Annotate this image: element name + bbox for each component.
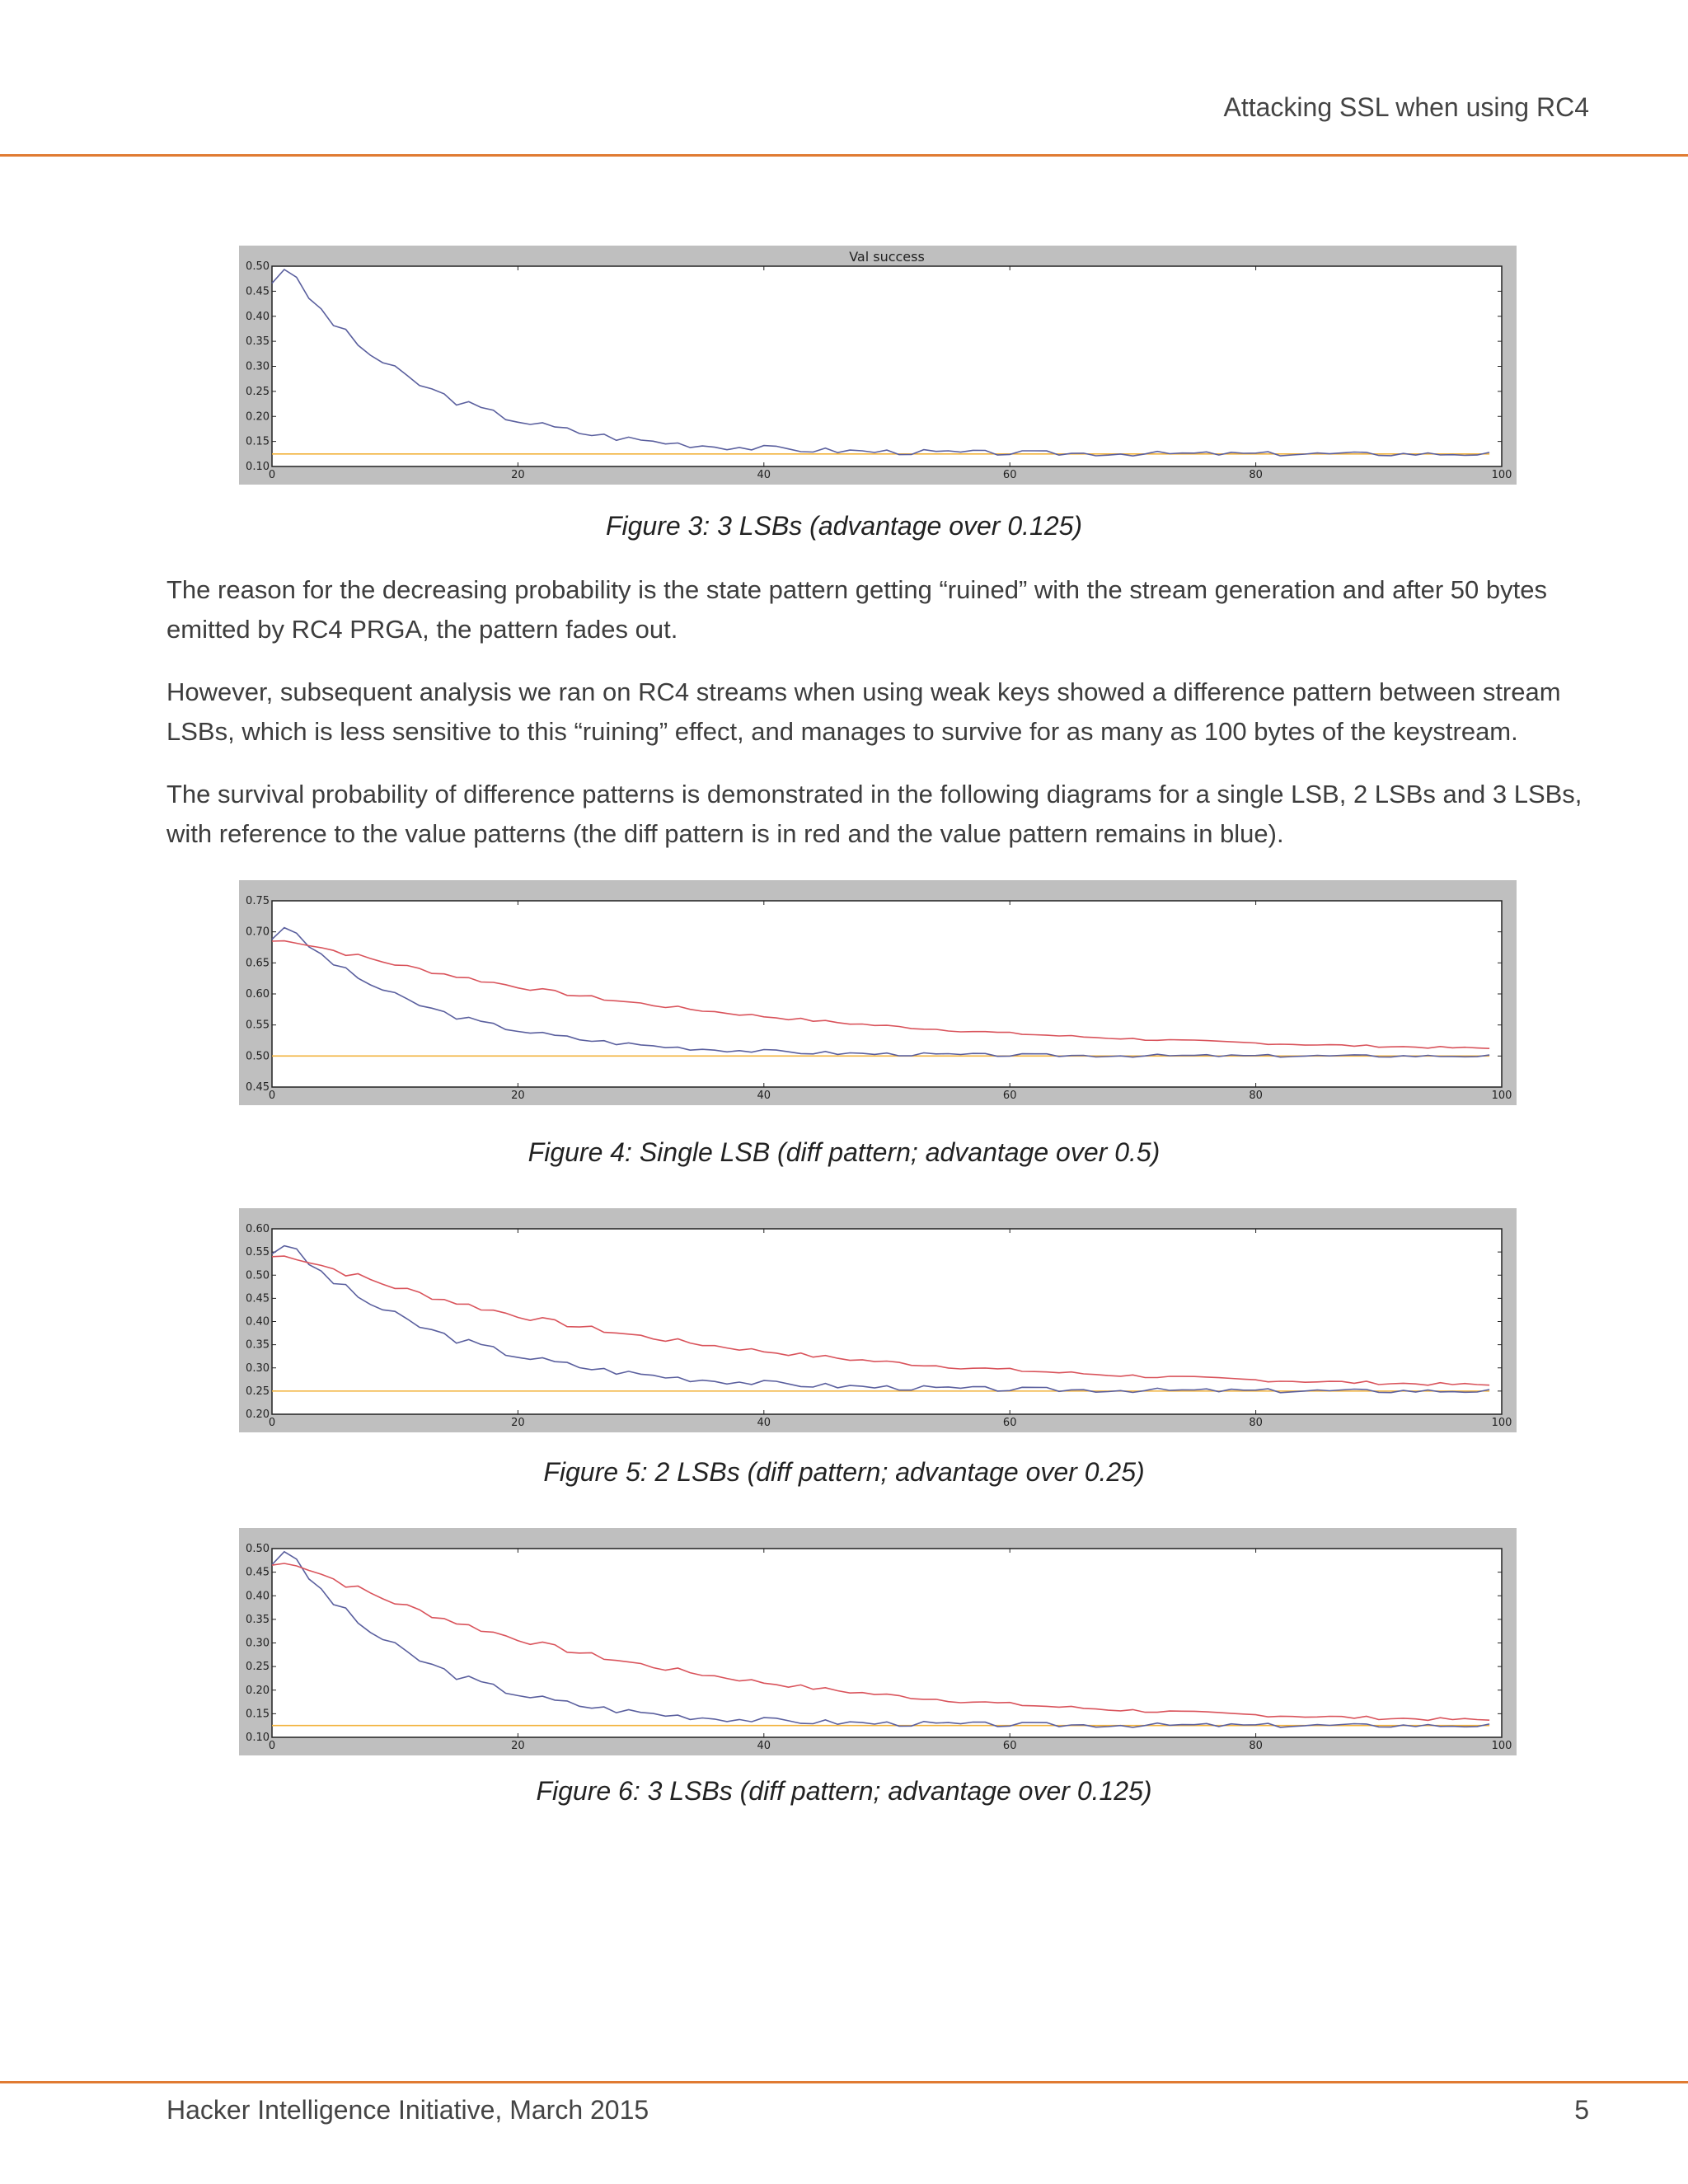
paragraph-2: However, subsequent analysis we ran on RC4 streams when using weak keys showed a difference pattern between stream LSBs, which is less sensitive to this “ruining” effect, and manages to survive for as many as 100 bytes of the keystream.	[166, 677, 1561, 746]
x-tick-label: 60	[1002, 1090, 1017, 1102]
y-tick-label: 0.55	[246, 1246, 270, 1259]
paragraph-1: The reason for the decreasing probability is the state pattern getting “ruined” with the stream generation and after 50 bytes emitted by RC4 PRGA, the pattern fades out.	[166, 575, 1547, 644]
x-tick-label: 60	[1002, 1417, 1017, 1429]
y-tick-label: 0.50	[246, 1050, 270, 1063]
x-tick-label: 80	[1249, 1090, 1263, 1102]
x-tick-label: 100	[1491, 1090, 1512, 1102]
x-tick-label: 60	[1002, 469, 1017, 481]
y-tick-label: 0.75	[246, 895, 270, 907]
figure-3-chart	[239, 246, 1517, 485]
page-footer	[0, 2081, 1688, 2083]
figure-5-caption: Figure 5: 2 LSBs (diff pattern; advantage over 0.25)	[543, 1457, 1145, 1487]
y-tick-label: 0.65	[246, 957, 270, 970]
y-tick-label: 0.50	[246, 1543, 270, 1555]
y-tick-label: 0.40	[246, 310, 270, 323]
footer-publication: Hacker Intelligence Initiative, March 2015	[166, 2095, 649, 2125]
x-tick-label: 100	[1491, 1417, 1512, 1429]
y-tick-label: 0.60	[246, 1223, 270, 1235]
y-tick-label: 0.20	[246, 1684, 270, 1697]
y-tick-label: 0.45	[246, 285, 270, 298]
y-tick-label: 0.50	[246, 1269, 270, 1282]
chart-title: Val success	[849, 249, 925, 265]
x-tick-label: 40	[757, 1740, 771, 1752]
y-tick-label: 0.45	[246, 1081, 270, 1094]
x-tick-label: 0	[268, 469, 276, 481]
x-tick-label: 40	[757, 1417, 771, 1429]
plot-area	[272, 901, 1502, 1087]
x-tick-label: 80	[1249, 469, 1263, 481]
x-tick-label: 0	[268, 1090, 276, 1102]
x-tick-label: 0	[268, 1740, 276, 1752]
y-tick-label: 0.60	[246, 988, 270, 1001]
figure-4-chart	[239, 880, 1517, 1105]
figure-4-caption: Figure 4: Single LSB (diff pattern; advantage over 0.5)	[528, 1137, 1160, 1167]
plot-area	[272, 266, 1502, 466]
x-tick-label: 20	[511, 1417, 525, 1429]
x-tick-label: 40	[757, 1090, 771, 1102]
y-tick-label: 0.25	[246, 385, 270, 398]
y-tick-label: 0.10	[246, 461, 270, 473]
y-tick-label: 0.30	[246, 360, 270, 373]
paragraph-3: The survival probability of difference patterns is demonstrated in the following diagrams for a single LSB, 2 LSBs and 3 LSBs, with reference to the value patterns (the diff pattern is in red and the value pattern remains in blue).	[166, 780, 1582, 848]
chart-svg	[239, 880, 1517, 1105]
figure-6-caption: Figure 6: 3 LSBs (diff pattern; advantage over 0.125)	[536, 1776, 1152, 1806]
x-tick-label: 20	[511, 1090, 525, 1102]
y-tick-label: 0.30	[246, 1361, 270, 1375]
figure-3-caption: Figure 3: 3 LSBs (advantage over 0.125)	[605, 511, 1083, 541]
x-tick-label: 80	[1249, 1417, 1263, 1429]
page-number: 5	[1574, 2095, 1589, 2125]
y-tick-label: 0.15	[246, 1708, 270, 1721]
y-tick-label: 0.70	[246, 926, 270, 939]
y-tick-label: 0.50	[246, 260, 270, 273]
running-title: Attacking SSL when using RC4	[1223, 92, 1589, 122]
y-tick-label: 0.35	[246, 335, 270, 349]
x-tick-label: 60	[1002, 1740, 1017, 1752]
y-tick-label: 0.25	[246, 1385, 270, 1398]
y-tick-label: 0.45	[246, 1566, 270, 1579]
x-tick-label: 100	[1491, 469, 1512, 481]
x-tick-label: 80	[1249, 1740, 1263, 1752]
figure-5-chart	[239, 1208, 1517, 1432]
y-tick-label: 0.55	[246, 1019, 270, 1032]
y-tick-label: 0.25	[246, 1661, 270, 1674]
y-tick-label: 0.15	[246, 435, 270, 448]
page-header	[0, 0, 1688, 157]
x-tick-label: 20	[511, 469, 525, 481]
y-tick-label: 0.45	[246, 1292, 270, 1305]
y-tick-label: 0.40	[246, 1315, 270, 1329]
x-tick-label: 40	[757, 469, 771, 481]
y-tick-label: 0.35	[246, 1338, 270, 1352]
chart-svg	[239, 246, 1517, 485]
x-tick-label: 100	[1491, 1740, 1512, 1752]
y-tick-label: 0.10	[246, 1732, 270, 1744]
chart-svg	[239, 1528, 1517, 1755]
plot-area	[272, 1549, 1502, 1737]
chart-svg	[239, 1208, 1517, 1432]
y-tick-label: 0.40	[246, 1590, 270, 1603]
y-tick-label: 0.20	[246, 410, 270, 424]
figure-6-chart	[239, 1528, 1517, 1755]
x-tick-label: 0	[268, 1417, 276, 1429]
y-tick-label: 0.20	[246, 1408, 270, 1421]
y-tick-label: 0.30	[246, 1637, 270, 1650]
y-tick-label: 0.35	[246, 1613, 270, 1626]
x-tick-label: 20	[511, 1740, 525, 1752]
